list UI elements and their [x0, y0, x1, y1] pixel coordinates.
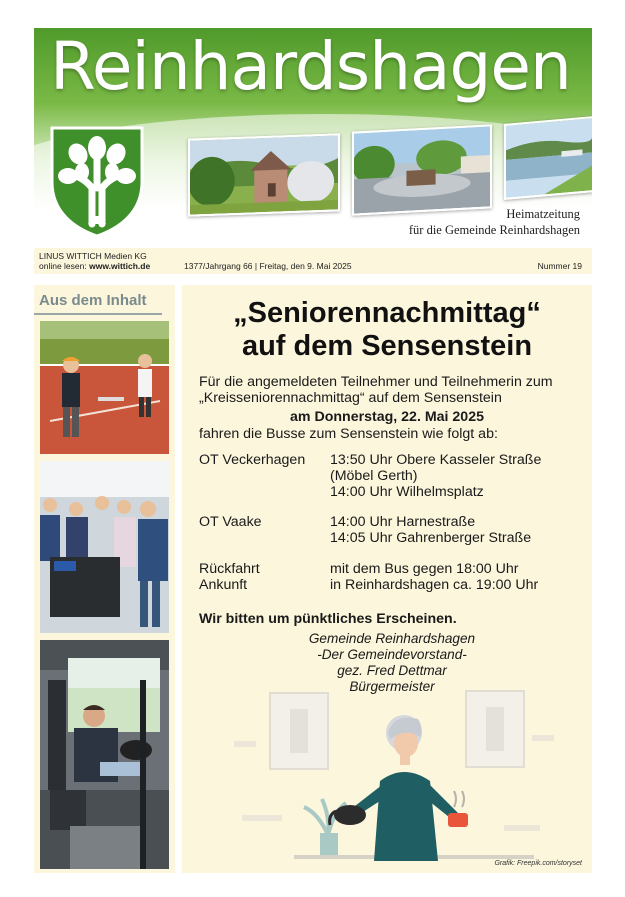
- schedule-time: 14:05 Uhr Gahrenberger Straße: [330, 530, 532, 546]
- return-labels: [199, 561, 329, 593]
- return-label: Rückfahrt: [199, 561, 260, 577]
- signature-line: -Der Gemeindevorstand-: [317, 647, 467, 662]
- coat-of-arms-icon: [48, 124, 146, 238]
- article-title: [182, 297, 592, 363]
- schedule-time: (Möbel Gerth): [330, 468, 418, 484]
- signature-line: gez. Fred Dettmar: [337, 663, 447, 678]
- article-intro: [199, 374, 589, 406]
- schedule-place: OT Veckerhagen: [199, 452, 306, 468]
- issue-info-bar: [34, 248, 592, 274]
- title-line: „Seniorennachmittag“: [233, 297, 541, 329]
- main-article: [182, 285, 592, 873]
- schedule-time: 14:00 Uhr Wilhelmsplatz: [330, 484, 484, 500]
- subtitle-line: Heimatzeitung: [506, 207, 580, 221]
- online-link[interactable]: www.wittich.de: [89, 261, 151, 271]
- intro-line: „Kreisseniorennachmittag“ auf dem Sensenstein: [199, 390, 502, 406]
- arrival-value: in Reinhardshagen ca. 19:00 Uhr: [330, 577, 539, 593]
- masthead-banner: [34, 28, 592, 248]
- graphic-credit: Grafik: Freepik.com/storyset: [494, 860, 582, 867]
- senior-woman-illustration: [234, 685, 564, 863]
- schedule-time: 13:50 Uhr Obere Kasseler Straße: [330, 452, 542, 468]
- title-line: auf dem Sensenstein: [241, 330, 533, 362]
- heading-divider: [34, 313, 162, 315]
- issue-date: 1377/Jahrgang 66 | Freitag, den 9. Mai 2025: [184, 261, 352, 271]
- newspaper-title: Reinhardshagen: [50, 28, 571, 105]
- tennis-photo[interactable]: [40, 321, 169, 454]
- online-line: [39, 261, 150, 271]
- publisher-info: [39, 251, 150, 271]
- signature-line: Gemeinde Reinhardshagen: [308, 631, 476, 646]
- subtitle-line: für die Gemeinde Reinhardshagen: [408, 223, 580, 237]
- intro-line: Für die angemeldeten Teilnehmer und Teilnehmerin zum: [199, 374, 553, 390]
- contents-heading: Aus dem Inhalt: [39, 292, 147, 309]
- newspaper-subtitle: [409, 206, 580, 238]
- issue-number: Nummer 19: [537, 261, 582, 271]
- closing-note: Wir bitten um pünktliches Erscheinen.: [199, 611, 457, 627]
- fire-station-kids-photo[interactable]: [40, 461, 169, 633]
- contents-sidebar: [34, 285, 175, 873]
- schedule-times: [330, 514, 590, 546]
- town-square-photo: [352, 124, 492, 215]
- bus-driver-photo[interactable]: [40, 640, 169, 869]
- schedule-times: [330, 452, 590, 500]
- schedule-place: OT Vaake: [199, 514, 262, 530]
- publisher-name: LINUS WITTICH Medien KG: [39, 251, 147, 261]
- church-photo: [188, 133, 340, 216]
- online-prefix: online lesen:: [39, 261, 90, 271]
- schedule-time: 14:00 Uhr Harnestraße: [330, 514, 476, 530]
- signature-line: Bürgermeister: [349, 679, 435, 694]
- arrival-label: Ankunft: [199, 577, 248, 593]
- return-value: mit dem Bus gegen 18:00 Uhr: [330, 561, 519, 577]
- event-date: am Donnerstag, 22. Mai 2025: [290, 409, 484, 425]
- article-lead: fahren die Busse zum Sensenstein wie folgt ab:: [199, 426, 498, 442]
- return-values: [330, 561, 590, 593]
- river-photo: [504, 116, 592, 200]
